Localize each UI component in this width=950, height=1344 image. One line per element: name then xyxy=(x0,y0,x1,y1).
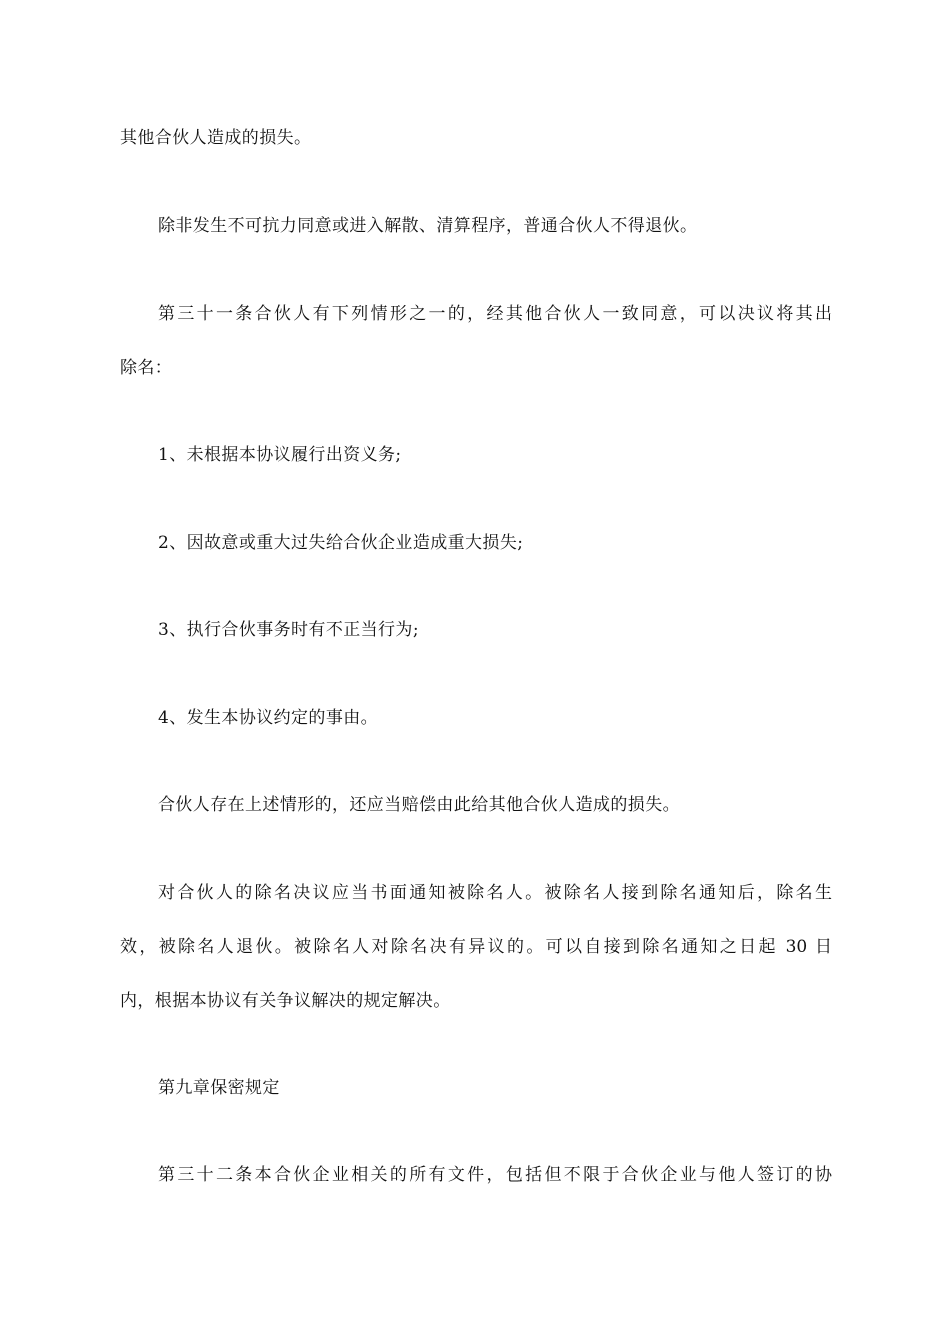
paragraph-first-line: 第三十一条合伙人有下列情形之一的，经其他合伙人一致同意，可以决议将其出 xyxy=(158,304,832,324)
text-line: 除名： xyxy=(120,358,173,378)
paragraph-first-line: 除非发生不可抗力同意或进入解散、清算程序，普通合伙人不得退伙。 xyxy=(158,216,698,236)
section-heading: 第九章保密规定 xyxy=(158,1078,280,1098)
text-line: 效，被除名人退伙。被除名人对除名决有异议的。可以自接到除名通知之日起 30 日 xyxy=(120,937,832,957)
paragraph-first-line: 第三十二条本合伙企业相关的所有文件，包括但不限于合伙企业与他人签订的协 xyxy=(158,1165,832,1185)
paragraph-first-line: 对合伙人的除名决议应当书面通知被除名人。被除名人接到除名通知后，除名生 xyxy=(158,883,832,903)
list-item: 3、执行合伙事务时有不正当行为; xyxy=(158,620,419,640)
text-line: 内，根据本协议有关争议解决的规定解决。 xyxy=(120,991,451,1011)
list-item: 4、发生本协议约定的事由。 xyxy=(158,708,379,728)
list-item: 1、未根据本协议履行出资义务; xyxy=(158,445,402,465)
paragraph-first-line: 合伙人存在上述情形的，还应当赔偿由此给其他合伙人造成的损失。 xyxy=(158,795,680,815)
text-line: 其他合伙人造成的损失。 xyxy=(120,128,312,148)
list-item: 2、因故意或重大过失给合伙企业造成重大损失; xyxy=(158,533,524,553)
